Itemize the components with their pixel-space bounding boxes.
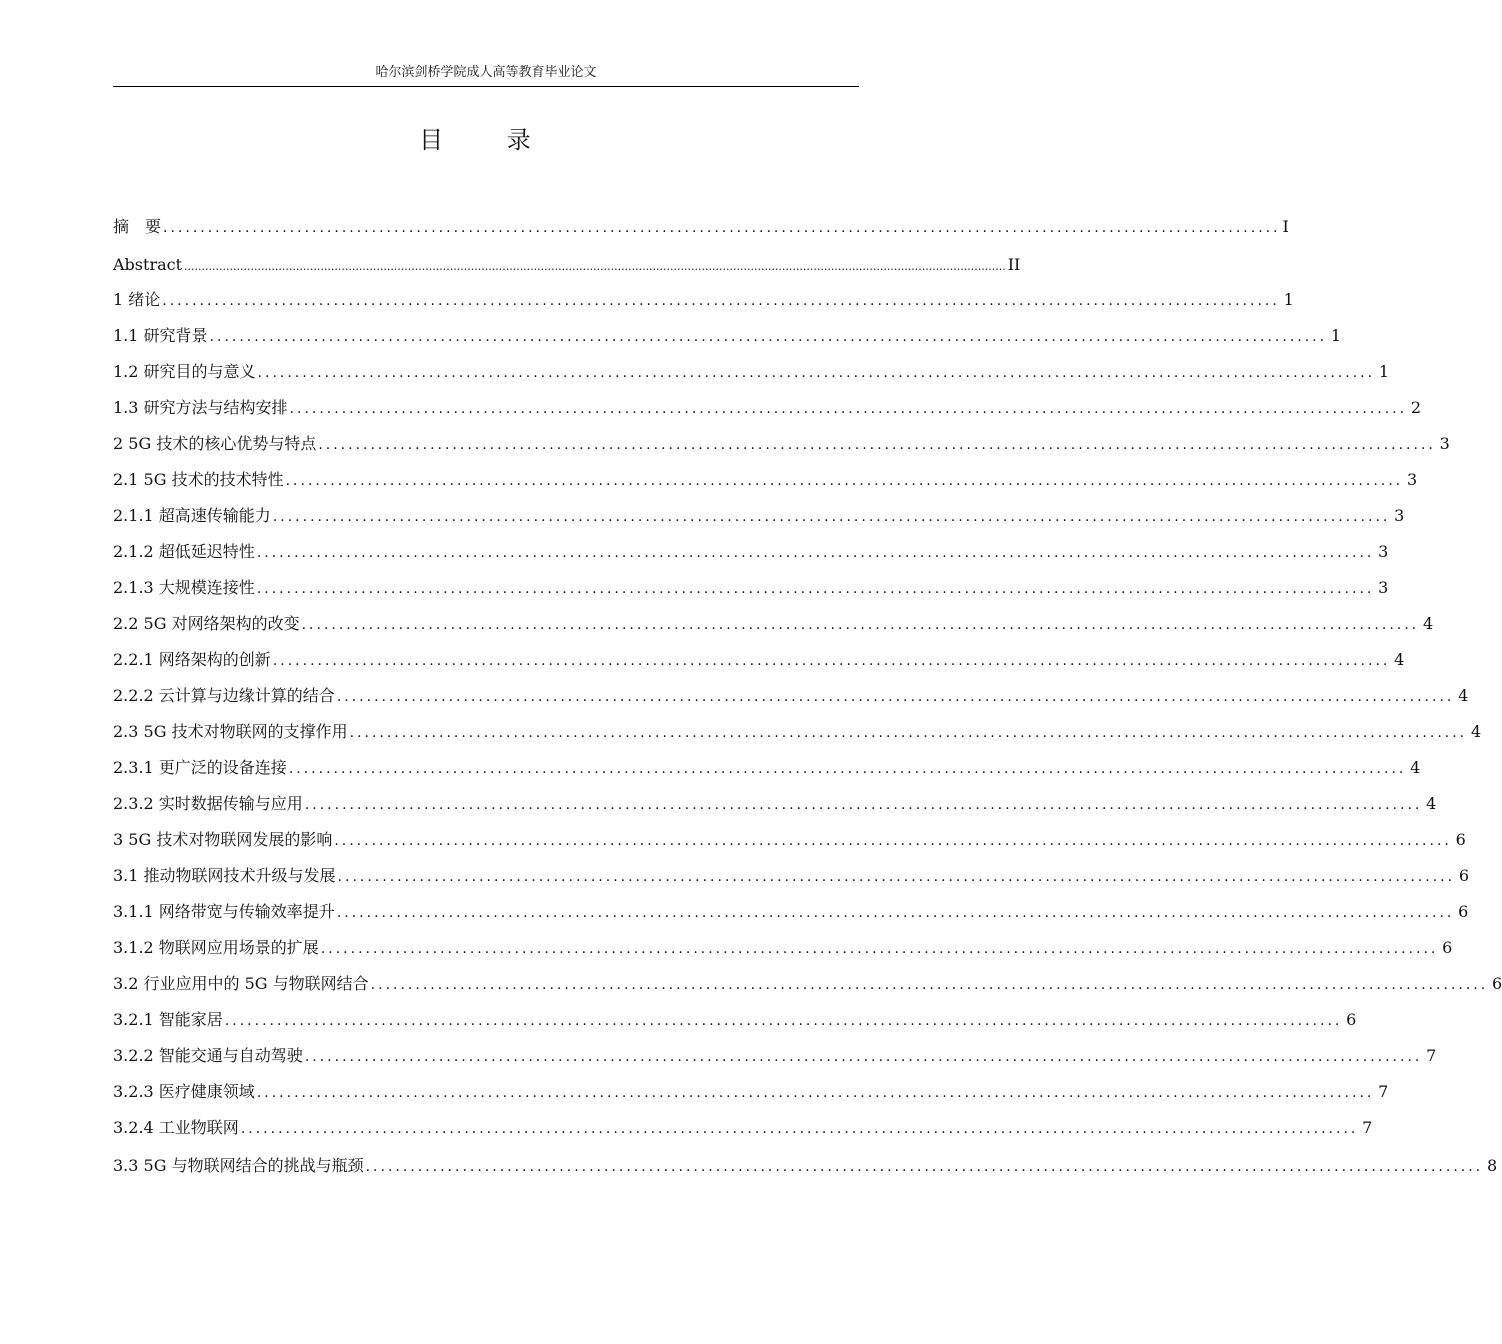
toc-entry[interactable]: 2.1 5G 技术的技术特性 ...................................................................................................................................................... 3 [113,468,859,492]
toc-dot-leader: ...................................................................................................................................................... [289,401,1408,417]
page-header [113,64,859,87]
toc-dot-leader: ...................................................................................................................................................... [256,581,1375,597]
toc-dot-leader: ...................................................................................................................................................... [365,1159,1484,1175]
toc-entry[interactable]: 2.3 5G 技术对物联网的支撑作用 ...................................................................................................................................................... 4 [113,720,859,744]
toc-dot-leader: ...................................................................................................................................................... [370,977,1489,993]
toc-dot-leader: ...................................................................................................................................................... [285,473,1404,489]
toc-entry[interactable]: 3.1.1 网络带宽与传输效率提升 ...................................................................................................................................................... 6 [113,900,859,924]
toc-entry[interactable]: 3.2.2 智能交通与自动驾驶 ...................................................................................................................................................... 7 [113,1044,859,1068]
toc-entry[interactable]: 1 绪论 ...................................................................................................................................................... 1 [113,288,859,312]
toc-entry[interactable]: 3.2.3 医疗健康领域 ...................................................................................................................................................... 7 [113,1080,859,1104]
toc-entry-label: Abstract [113,255,183,274]
toc-entry[interactable]: 2.2 5G 对网络架构的改变 ...................................................................................................................................................... 4 [113,612,859,636]
toc-title: 目 录 [419,126,559,154]
toc-entry[interactable]: 3.2.1 智能家居 ...................................................................................................................................................... 6 [113,1008,859,1032]
toc-dot-leader: ...................................................................................................................................................... [256,1085,1375,1101]
toc-dot-leader: ...................................................................................................................................................... [304,1049,1423,1065]
toc-dot-leader: ...................................................................................................................................................... [336,689,1455,705]
toc-entry[interactable]: 3 5G 技术对物联网发展的影响 ...................................................................................................................................................... 6 [113,828,859,852]
toc-dot-leader: ...................................................................................................................................................... [240,1121,1359,1137]
toc-entry-abstract-en[interactable] [113,253,1021,277]
header-title: 哈尔滨剑桥学院成人高等教育毕业论文 [375,65,597,80]
toc-dot-leader: ...................................................................................................................................................... [272,653,1391,669]
toc-dot-leader: ...................................................................................................................................................... [320,941,1439,957]
toc-entry-abstract-cn[interactable] [113,215,1289,239]
toc-entry-page: II [1007,255,1021,274]
toc-dot-leader: ...................................................................................................................................................... [336,905,1455,921]
toc-dot-leader: ...................................................................................................................................................... [256,545,1375,561]
toc-dot-leader: ...................................................................................................................................................... [334,833,1452,849]
toc-entry[interactable]: 2.3.2 实时数据传输与应用 ...................................................................................................................................................... 4 [113,792,859,816]
toc-dot-leader: ...................................................................................................................................................... [337,869,1456,885]
toc-entry[interactable]: 1.1 研究背景 ...................................................................................................................................................... 1 [113,324,859,348]
toc-dot-leader: ........................................................................................................................................................................................................................................... [184,260,1006,273]
toc-entry[interactable]: 2.2.2 云计算与边缘计算的结合 ...................................................................................................................................................... 4 [113,684,859,708]
toc-dot-leader: ...................................................................................................................................................... [209,329,1328,345]
toc-dot-leader: ...................................................................................................................................................... [301,617,1420,633]
toc-dot-leader: ...................................................................................................................................................... [288,761,1407,777]
toc-entry-page: I [1282,217,1289,236]
toc-dot-leader: ...................................................................................................................................................... [163,220,1281,236]
toc-entry[interactable]: 2.2.1 网络架构的创新 ...................................................................................................................................................... 4 [113,648,859,672]
toc-entry-label: 摘 要 [113,217,162,236]
toc-dot-leader: ...................................................................................................................................................... [224,1013,1343,1029]
toc-dot-leader: ...................................................................................................................................................... [162,293,1280,309]
toc-entry[interactable]: 3.2.4 工业物联网 ...................................................................................................................................................... 7 [113,1116,859,1140]
toc-dot-leader: ...................................................................................................................................................... [349,725,1468,741]
toc-entry[interactable]: 2 5G 技术的核心优势与特点 ...................................................................................................................................................... 3 [113,432,859,456]
toc-entry[interactable]: 2.1.1 超高速传输能力 ...................................................................................................................................................... 3 [113,504,859,528]
toc-dot-leader: ...................................................................................................................................................... [318,437,1436,453]
toc-entry[interactable]: 2.1.3 大规模连接性 ...................................................................................................................................................... 3 [113,576,859,600]
toc-entry[interactable]: 1.2 研究目的与意义 ...................................................................................................................................................... 1 [113,360,859,384]
toc-dot-leader: ...................................................................................................................................................... [257,365,1376,381]
toc-entry[interactable]: 3.1.2 物联网应用场景的扩展 ...................................................................................................................................................... 6 [113,936,859,960]
toc-entry[interactable]: 3.1 推动物联网技术升级与发展 ...................................................................................................................................................... 6 [113,864,859,888]
toc-entry[interactable]: 3.3 5G 与物联网结合的挑战与瓶颈 ...................................................................................................................................................... 8 [113,1154,859,1178]
toc-entry[interactable]: 3.2 行业应用中的 5G 与物联网结合 ...................................................................................................................................................... 6 [113,972,859,996]
toc-dot-leader: ...................................................................................................................................................... [304,797,1423,813]
toc-entry[interactable]: 1.3 研究方法与结构安排 ...................................................................................................................................................... 2 [113,396,859,420]
toc-dot-leader: ...................................................................................................................................................... [272,509,1391,525]
toc-entry[interactable]: 2.1.2 超低延迟特性 ...................................................................................................................................................... 3 [113,540,859,564]
toc-entry[interactable]: 2.3.1 更广泛的设备连接 ...................................................................................................................................................... 4 [113,756,859,780]
